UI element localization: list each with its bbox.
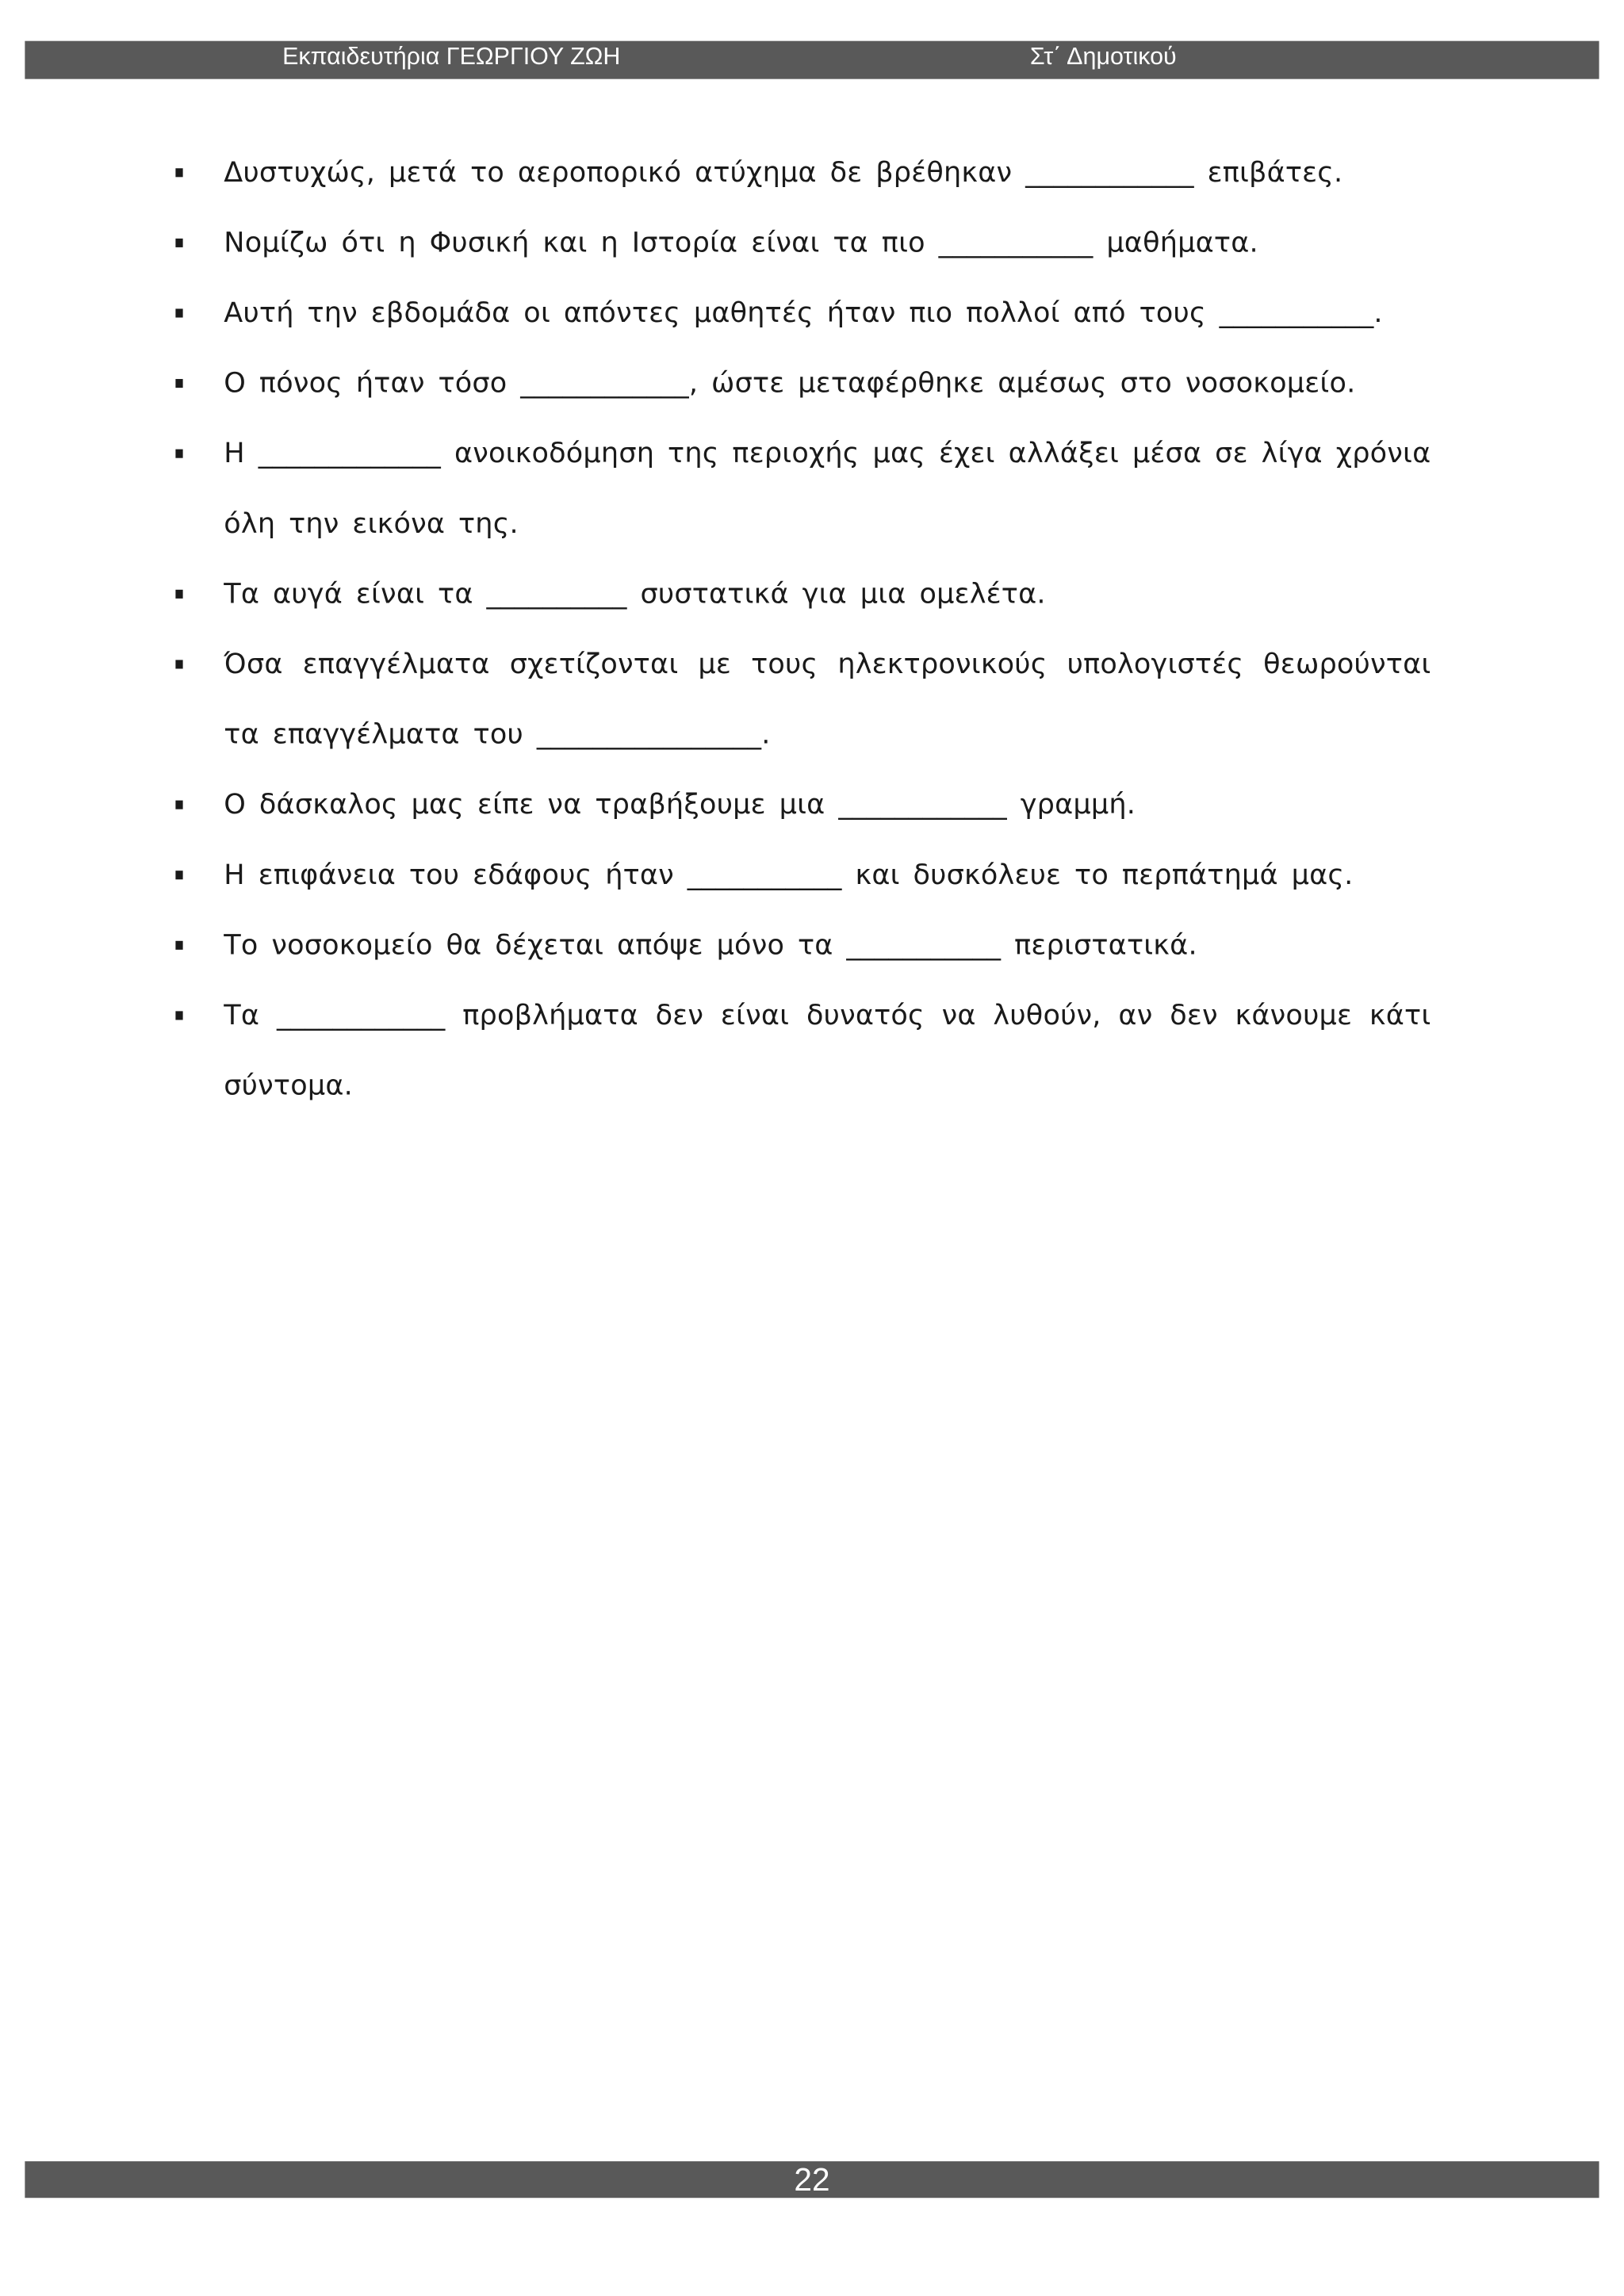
exercise-sentence: Η επιφάνεια του εδάφους ήταν ___________ και δυσκόλευε το περπάτημά μας. [224, 859, 1354, 892]
bullet-square-icon [175, 941, 182, 950]
exercise-item [170, 419, 1431, 559]
exercise-sentence: Νομίζω ότι η Φυσική και η Ιστορία είναι τα πιο ___________ μαθήματα. [224, 227, 1258, 259]
exercise-content [170, 137, 1431, 1120]
page-number: 22 [794, 2161, 830, 2198]
bullet-square-icon [175, 450, 182, 458]
exercise-item [170, 278, 1431, 349]
header-grade: Στ΄ Δημοτικού [1029, 44, 1177, 71]
exercise-item [170, 559, 1431, 629]
bullet-square-icon [175, 308, 182, 317]
exercise-sentence: Τα αυγά είναι τα __________ συστατικά για μια ομελέτα. [224, 578, 1046, 610]
page-footer [25, 2161, 1599, 2198]
exercise-sentence: Όσα επαγγέλματα σχετίζονται με τους ηλεκτρονικούς υπολογιστές θεωρούνται τα επαγγέλματα του ________________. [224, 648, 1431, 751]
exercise-sentence: Ο πόνος ήταν τόσο ____________, ώστε μεταφέρθηκε αμέσως στο νοσοκομείο. [224, 367, 1356, 400]
bullet-square-icon [175, 168, 182, 177]
bullet-square-icon [175, 379, 182, 388]
exercise-item [170, 348, 1431, 419]
exercise-item [170, 137, 1431, 208]
exercise-item [170, 910, 1431, 981]
exercise-sentence: Το νοσοκομείο θα δέχεται απόψε μόνο τα ___________ περιστατικά. [224, 929, 1197, 962]
bullet-square-icon [175, 239, 182, 247]
exercise-item [170, 770, 1431, 840]
exercise-list [170, 137, 1431, 1120]
bullet-square-icon [175, 871, 182, 879]
exercise-sentence: Η _____________ ανοικοδόμηση της περιοχής μας έχει αλλάξει μέσα σε λίγα χρόνια όλη την εικόνα της. [224, 437, 1431, 541]
bullet-square-icon [175, 660, 182, 668]
header-school-name: Εκπαιδευτήρια ΓΕΩΡΓΙΟΥ ΖΩΗ [282, 44, 621, 71]
exercise-sentence: Τα ____________ προβλήματα δεν είναι δυνατός να λυθούν, αν δεν κάνουμε κάτι σύντομα. [224, 999, 1431, 1102]
bullet-square-icon [175, 590, 182, 599]
exercise-sentence: Αυτή την εβδομάδα οι απόντες μαθητές ήταν πιο πολλοί από τους ___________. [224, 297, 1383, 330]
exercise-item [170, 208, 1431, 278]
exercise-item [170, 840, 1431, 910]
exercise-sentence: Ο δάσκαλος μας είπε να τραβήξουμε μια ____________ γραμμή. [224, 788, 1136, 821]
page-header [25, 41, 1599, 79]
bullet-square-icon [175, 801, 182, 809]
bullet-square-icon [175, 1011, 182, 1020]
exercise-sentence: Δυστυχώς, μετά το αεροπορικό ατύχημα δε βρέθηκαν ____________ επιβάτες. [224, 156, 1343, 189]
exercise-item [170, 629, 1431, 770]
exercise-item [170, 981, 1431, 1121]
